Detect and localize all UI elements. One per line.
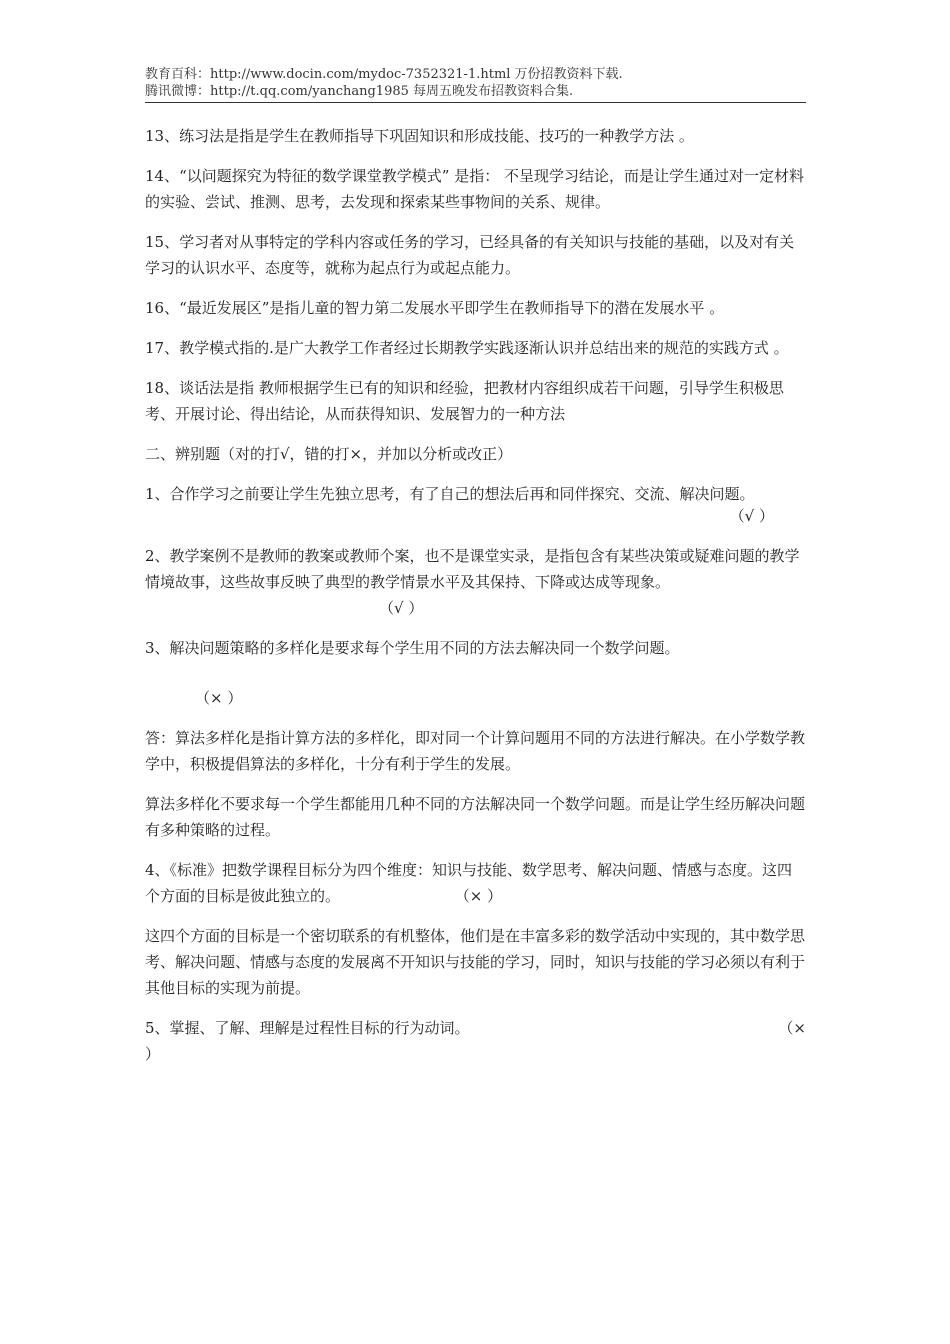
question-2 <box>145 543 806 621</box>
header-line-weibo: 腾讯微博：http://t.qq.com/yanchang1985 每周五晚发布招教资料合集. <box>145 84 574 99</box>
item-18: 18、谈话法是指 教师根据学生已有的知识和经验，把教材内容组织成若干问题，引导学生积极思考、开展讨论、得出结论，从而获得知识、发展智力的一种方法 <box>145 379 784 423</box>
question-4-answer: 这四个方面的目标是一个密切联系的有机整体，他们是在丰富多彩的数学活动中实现的，其中数学思考、解决问题、情感与态度的发展离不开知识与技能的学习，同时，知识与技能的学习必须以有利于其他目标的实现为前提。 <box>145 927 806 997</box>
item-15: 15、学习者对从事特定的学科内容或任务的学习，已经具备的有关知识与技能的基础，以及对有关学习的认识水平、态度等，就称为起点行为或起点能力。 <box>145 233 795 277</box>
question-3-mark-line <box>145 685 806 711</box>
question-3-answer-1: 答：算法多样化是指计算方法的多样化，即对同一个计算问题用不同的方法进行解决。在小学数学教学中，积极提倡算法的多样化，十分有利于学生的发展。 <box>145 729 806 773</box>
question-5 <box>145 1015 806 1067</box>
item-16: 16、“最近发展区”是指儿童的智力第二发展水平即学生在教师指导下的潜在发展水平 。 <box>145 299 725 317</box>
question-3-mark: （× ） <box>195 689 243 707</box>
question-2-mark: （√ ） <box>379 599 424 617</box>
question-2-text: 2、教学案例不是教师的教案或教师个案，也不是课堂实录，是指包含有某些决策或疑难问题的教学情境故事，这些故事反映了典型的教学情景水平及其保持、下降或达成等现象。 <box>145 547 800 591</box>
question-3-answer-2: 算法多样化不要求每一个学生都能用几种不同的方法解决同一个数学问题。而是让学生经历解决问题有多种策略的过程。 <box>145 795 806 839</box>
question-5-mark-close: ） <box>145 1045 161 1063</box>
item-14: 14、“以问题探究为特征的数学课堂教学模式” 是指： 不呈现学习结论，而是让学生通过对一定材料的实验、尝试、推测、思考，去发现和探索某些事物间的关系、规律。 <box>145 167 804 211</box>
section-2-title: 二、辨别题（对的打√，错的打×，并加以分析或改正） <box>145 445 513 463</box>
document-body <box>145 123 806 1081</box>
question-1-mark: （√ ） <box>729 507 774 525</box>
header-line-docin: 教育百科：http://www.docin.com/mydoc-7352321-1.html 万份招教资料下载. <box>145 67 623 82</box>
question-1-text: 1、合作学习之前要让学生先独立思考，有了自己的想法后再和同伴探究、交流、解决问题。 <box>145 485 755 503</box>
question-5-mark-open: （× <box>778 1019 806 1037</box>
question-4-mark: （× ） <box>454 887 503 905</box>
item-17: 17、教学模式指的.是广大教学工作者经过长期教学实践逐渐认识并总结出来的规范的实践方式 。 <box>145 339 789 357</box>
question-3: 3、解决问题策略的多样化是要求每个学生用不同的方法去解决同一个数学问题。 <box>145 639 680 657</box>
page-header <box>145 66 806 103</box>
question-4 <box>145 857 806 909</box>
item-13: 13、练习法是指是学生在教师指导下巩固知识和形成技能、技巧的一种教学方法 。 <box>145 127 694 145</box>
question-5-text: 5、掌握、了解、理解是过程性目标的行为动词。 <box>145 1019 470 1037</box>
question-1 <box>145 481 806 529</box>
question-4-text: 4、《标准》把数学课程目标分为四个维度：知识与技能、数学思考、解决问题、情感与态度。这四个方面的目标是彼此独立的。 <box>145 861 793 905</box>
